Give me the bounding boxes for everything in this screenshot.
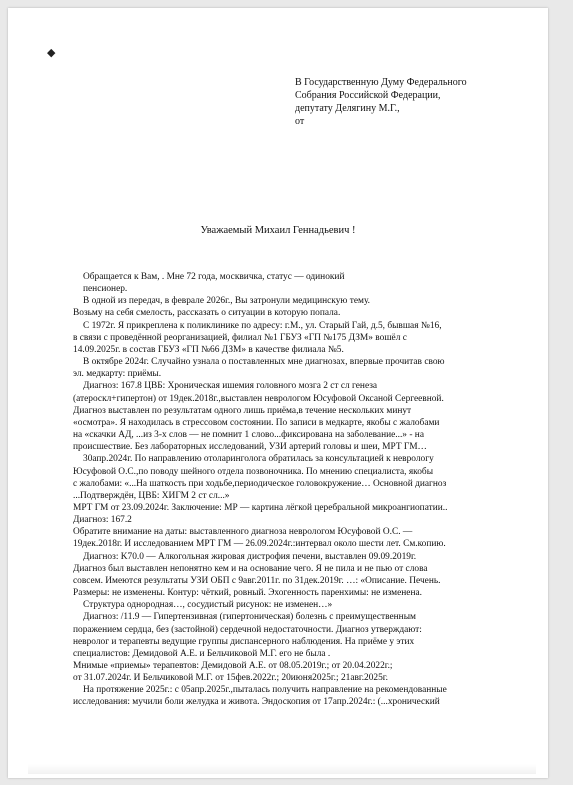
text-line: Обращается к Вам, . Мне 72 года, москвичка, статус — одинокий: [83, 272, 345, 282]
addressee-block: [295, 76, 545, 128]
text-line: от 31.07.2024г. И Бельчиковой М.Г. от 15фев.2022г.; 20июня2025г.; 21авг.2025г.: [73, 673, 388, 684]
text-line: эл. медкарту: приёмы.: [73, 369, 162, 380]
text-line: в связи с проведённой реорганизацией, филиал №1 ГБУЗ «ГП №175 ДЗМ» вошёл с: [73, 332, 407, 343]
text-line: пенсионер.: [83, 284, 128, 295]
text-line: Мнимые «приемы» терапевтов: Демидовой А.Е. от 08.05.2019г.; от 20.04.2022г.;: [73, 661, 393, 671]
text-line: Возьму на себя смелость, рассказать о ситуации в которую попала.: [73, 308, 341, 319]
text-line: исследования: мучили боли желудка и живота. Эндоскопия от 17апр.2024г.: (...хронический: [73, 697, 440, 708]
text-line: МРТ ГМ от 23.09.2024г. Заключение: МР — картина лёгкой церебральной микроангиопатии..: [73, 502, 448, 513]
document-page: [8, 8, 548, 778]
text-line: 14.09.2025г. в состав ГБУЗ «ГП №66 ДЗМ» в качестве филиала №5.: [73, 344, 344, 355]
addressee-line: Собрания Российской Федерации,: [295, 90, 441, 101]
text-line: на «скачки АД, ...из 3-х слов — не помнит 1 слово...фиксирована на заболевание...» - на: [73, 430, 424, 441]
letter-body: [73, 271, 538, 709]
text-line: Диагноз: 167.2: [73, 515, 132, 526]
salutation: Уважаемый Михаил Геннадьевич !: [200, 225, 356, 236]
text-line: 19дек.2018г. И исследованием МРТ ГМ — 26.09.2024г.:интервал около шести лет. См.копию.: [73, 539, 446, 550]
text-line: происшествие. Без лабораторных исследований, УЗИ артерий головы и шеи, МРТ ГМ…: [73, 442, 427, 453]
text-line: специалистов: Демидовой А.Е. и Бельчиковой М.Г. его не была .: [73, 648, 331, 659]
text-line: С 1972г. Я прикреплена к поликлинике по адресу: г.М., ул. Старый Гай, д.5, бывшая №16,: [83, 320, 442, 331]
text-line: невролог и терапевты ведущие группы диспансерного наблюдения. На приёме у этих: [73, 636, 415, 647]
text-line: совсем. Имеются результаты УЗИ ОБП с 9авг.2011г. по 31дек.2019г. …: «Описание. Печень.: [73, 575, 441, 586]
text-line: В октябре 2024г. Случайно узнала о поставленных мне диагнозах, впервые прочитав свою: [83, 357, 445, 368]
addressee-line: от: [295, 116, 305, 127]
addressee-line: В Государственную Думу Федерального: [295, 77, 467, 88]
text-line: Структура однородная…, сосудистый рисунок: не изменен…»: [83, 600, 333, 611]
text-line: ...Подтверждён, ЦВБ: ХИГМ 2 ст сл...»: [73, 490, 230, 501]
text-line: «осмотра». Я находилась в стрессовом состоянии. По записи в медкарте, якобы с жалобами: [73, 417, 440, 428]
scan-mark: ◆: [47, 47, 56, 59]
text-line: поражением сердца, без (застойной) сердечной недостаточности. Диагноз утверждают:: [73, 624, 422, 635]
text-line: Диагноз выставлен по результатам одного лишь приёма,в течение нескольких минут: [73, 405, 412, 416]
text-line: Юсуфовой О.С.,по поводу шейного отдела позвоночника. По мнению специалиста, якобы: [73, 466, 433, 477]
addressee-line: депутату Делягину М.Г.,: [295, 103, 400, 114]
text-line: Размеры: не изменены. Контур: чёткий, ровный. Эхогенность паренхимы: не изменена.: [73, 588, 422, 599]
text-line: Диагноз: 167.8 ЦВБ: Хроническая ишемия головного мозга 2 ст сл генеза: [83, 381, 378, 392]
scan-edge: [28, 764, 536, 774]
text-line: Диагноз был выставлен непонятно кем и на основание чего. Я не пила и не пью от слова: [73, 563, 428, 574]
text-line: На протяжение 2025г.: с 05апр.2025г.,пыталась получить направление на рекомендованные: [83, 685, 447, 696]
text-line: В одной из передач, в феврале 2026г., Вы затронули медицинскую тему.: [83, 296, 371, 307]
text-line: Диагноз: /11.9 — Гипертензивная (гипертоническая) болезнь с преимущественным: [83, 612, 416, 623]
text-line: Обратите внимание на даты: выставленного диагноза неврологом Юсуфовой О.С. —: [73, 527, 413, 538]
text-line: 30апр.2024г. По направлению отоларинголога обратилась за консультацией к неврологу: [83, 454, 434, 465]
text-line: Диагноз: K70.0 — Алкогольная жировая дистрофия печени, выставлен 09.09.2019г.: [83, 551, 417, 562]
text-line: (атероскл+гипертон) от 19дек.2018г.,выставлен неврологом Юсуфовой Оксаной Сергеевной.: [73, 393, 444, 404]
text-line: с жалобами: «...На шаткость при ходьбе,периодическое головокружение… Основной диагноз: [73, 478, 447, 489]
